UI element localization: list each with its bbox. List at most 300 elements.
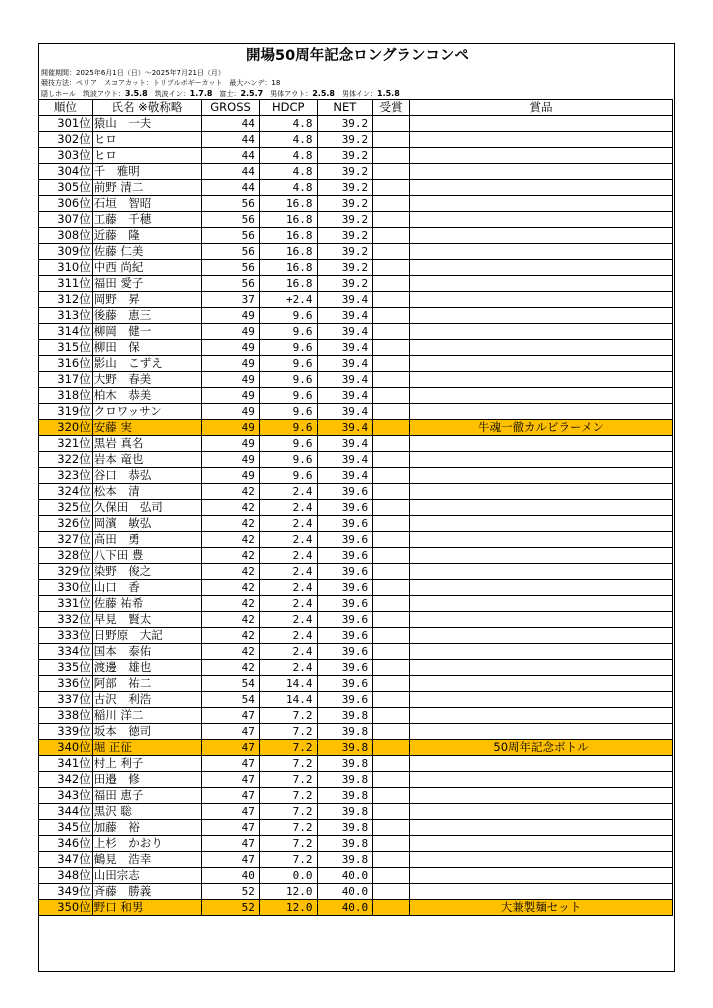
cell-rank: 333位: [39, 628, 93, 644]
cell-name: 田邉 修: [92, 772, 201, 788]
cell-net: 39.6: [317, 628, 373, 644]
col-header-name: 氏名 ※敬称略: [92, 100, 201, 116]
cell-hdcp: 7.2: [259, 852, 317, 868]
cell-name: 近藤 隆: [92, 228, 201, 244]
cell-gross: 47: [202, 724, 260, 740]
table-row: [39, 612, 673, 628]
cell-gross: 56: [202, 276, 260, 292]
cell-award: [373, 708, 410, 724]
cell-name: 佐藤 仁美: [92, 244, 201, 260]
table-row: [39, 372, 673, 388]
table-row: [39, 740, 673, 756]
cell-prize: [409, 500, 672, 516]
cell-prize: [409, 324, 672, 340]
cell-prize: [409, 660, 672, 676]
cell-rank: 302位: [39, 132, 93, 148]
cell-prize: [409, 644, 672, 660]
cell-award: [373, 404, 410, 420]
cell-prize: [409, 852, 672, 868]
cell-net: 39.8: [317, 708, 373, 724]
table-row: [39, 804, 673, 820]
cell-net: 39.4: [317, 468, 373, 484]
cell-hdcp: 2.4: [259, 500, 317, 516]
cell-gross: 42: [202, 484, 260, 500]
cell-name: 野口 和男: [92, 900, 201, 916]
cell-name: ヒロ: [92, 132, 201, 148]
cell-name: 猿山 一夫: [92, 116, 201, 132]
cell-prize: [409, 148, 672, 164]
cell-net: 39.6: [317, 484, 373, 500]
cell-name: 国本 泰佑: [92, 644, 201, 660]
table-row: [39, 644, 673, 660]
table-row: [39, 388, 673, 404]
cell-gross: 49: [202, 388, 260, 404]
table-header-row: [39, 100, 673, 116]
cell-gross: 44: [202, 148, 260, 164]
cell-gross: 42: [202, 500, 260, 516]
cell-hdcp: 4.8: [259, 132, 317, 148]
cell-prize: [409, 708, 672, 724]
cell-name: 早見 賢太: [92, 612, 201, 628]
cell-prize: [409, 404, 672, 420]
cell-gross: 47: [202, 852, 260, 868]
cell-net: 39.8: [317, 724, 373, 740]
cell-prize: [409, 212, 672, 228]
cell-gross: 49: [202, 308, 260, 324]
cell-hdcp: 16.8: [259, 244, 317, 260]
cell-name: 鶴見 浩幸: [92, 852, 201, 868]
cell-name: 前野 清二: [92, 180, 201, 196]
cell-net: 39.6: [317, 692, 373, 708]
cell-rank: 323位: [39, 468, 93, 484]
cell-net: 40.0: [317, 900, 373, 916]
cell-net: 39.6: [317, 500, 373, 516]
table-row: [39, 564, 673, 580]
cell-net: 39.6: [317, 596, 373, 612]
table-row: [39, 148, 673, 164]
cell-award: [373, 628, 410, 644]
cell-hdcp: 9.6: [259, 372, 317, 388]
cell-name: 日野原 大記: [92, 628, 201, 644]
cell-prize: [409, 756, 672, 772]
cell-gross: 42: [202, 580, 260, 596]
cell-rank: 307位: [39, 212, 93, 228]
cell-net: 39.8: [317, 756, 373, 772]
cell-name: 後藤 恵三: [92, 308, 201, 324]
cell-hdcp: 0.0: [259, 868, 317, 884]
cell-gross: 42: [202, 564, 260, 580]
cell-rank: 343位: [39, 788, 93, 804]
cell-name: 黒岩 真名: [92, 436, 201, 452]
cell-rank: 331位: [39, 596, 93, 612]
cell-name: 高田 勇: [92, 532, 201, 548]
cell-gross: 40: [202, 868, 260, 884]
cell-net: 39.4: [317, 292, 373, 308]
cell-name: 坂本 徳司: [92, 724, 201, 740]
cell-rank: 309位: [39, 244, 93, 260]
table-row: [39, 548, 673, 564]
cell-name: 佐藤 祐希: [92, 596, 201, 612]
cell-net: 39.8: [317, 788, 373, 804]
cell-award: [373, 740, 410, 756]
col-header-hdcp: HDCP: [259, 100, 317, 116]
cell-rank: 313位: [39, 308, 93, 324]
cell-prize: [409, 244, 672, 260]
cell-gross: 47: [202, 820, 260, 836]
cell-prize: 牛魂一徹カルビラーメン: [409, 420, 672, 436]
cell-prize: [409, 676, 672, 692]
cell-award: [373, 420, 410, 436]
table-row: [39, 436, 673, 452]
cell-award: [373, 900, 410, 916]
hidden-holes-label: 隠しホール 筑波アウト：: [41, 90, 125, 98]
cell-hdcp: 2.4: [259, 660, 317, 676]
cell-name: 堀 正征: [92, 740, 201, 756]
table-row: [39, 260, 673, 276]
cell-name: 八下田 豊: [92, 548, 201, 564]
table-row: [39, 452, 673, 468]
cell-gross: 49: [202, 340, 260, 356]
cell-hdcp: 12.0: [259, 900, 317, 916]
cell-rank: 340位: [39, 740, 93, 756]
cell-award: [373, 292, 410, 308]
cell-net: 39.2: [317, 132, 373, 148]
cell-hdcp: 7.2: [259, 772, 317, 788]
cell-gross: 56: [202, 244, 260, 260]
cell-net: 39.6: [317, 612, 373, 628]
cell-gross: 42: [202, 628, 260, 644]
cell-prize: [409, 820, 672, 836]
cell-hdcp: 16.8: [259, 196, 317, 212]
cell-net: 40.0: [317, 868, 373, 884]
cell-award: [373, 756, 410, 772]
cell-net: 39.6: [317, 644, 373, 660]
cell-name: 阿部 祐二: [92, 676, 201, 692]
cell-rank: 350位: [39, 900, 93, 916]
cell-name: クロワッサン: [92, 404, 201, 420]
cell-award: [373, 868, 410, 884]
cell-award: [373, 372, 410, 388]
cell-rank: 321位: [39, 436, 93, 452]
cell-gross: 49: [202, 356, 260, 372]
cell-name: 柏木 恭美: [92, 388, 201, 404]
cell-prize: [409, 804, 672, 820]
cell-rank: 303位: [39, 148, 93, 164]
cell-name: 工藤 千穂: [92, 212, 201, 228]
cell-award: [373, 308, 410, 324]
cell-net: 39.6: [317, 580, 373, 596]
cell-award: [373, 500, 410, 516]
cell-prize: [409, 180, 672, 196]
cell-award: [373, 852, 410, 868]
cell-hdcp: 7.2: [259, 708, 317, 724]
cell-award: [373, 820, 410, 836]
table-row: [39, 660, 673, 676]
cell-award: [373, 884, 410, 900]
cell-award: [373, 340, 410, 356]
cell-name: 岡野 昇: [92, 292, 201, 308]
cell-gross: 42: [202, 596, 260, 612]
cell-rank: 314位: [39, 324, 93, 340]
cell-name: 稲川 洋二: [92, 708, 201, 724]
cell-prize: [409, 564, 672, 580]
cell-prize: [409, 596, 672, 612]
cell-award: [373, 532, 410, 548]
cell-net: 40.0: [317, 884, 373, 900]
cell-net: 39.4: [317, 420, 373, 436]
cell-rank: 335位: [39, 660, 93, 676]
cell-name: 中西 尚紀: [92, 260, 201, 276]
cell-rank: 334位: [39, 644, 93, 660]
table-row: [39, 356, 673, 372]
cell-rank: 305位: [39, 180, 93, 196]
cell-rank: 339位: [39, 724, 93, 740]
cell-rank: 341位: [39, 756, 93, 772]
cell-name: 村上 利子: [92, 756, 201, 772]
cell-prize: [409, 132, 672, 148]
cell-hdcp: 2.4: [259, 484, 317, 500]
cell-hdcp: 2.4: [259, 644, 317, 660]
cell-hdcp: 16.8: [259, 228, 317, 244]
cell-award: [373, 484, 410, 500]
table-row: [39, 500, 673, 516]
cell-net: 39.6: [317, 532, 373, 548]
cell-name: 久保田 弘司: [92, 500, 201, 516]
cell-rank: 312位: [39, 292, 93, 308]
cell-prize: [409, 436, 672, 452]
cell-award: [373, 116, 410, 132]
table-row: [39, 420, 673, 436]
cell-prize: [409, 340, 672, 356]
cell-hdcp: 14.4: [259, 692, 317, 708]
cell-rank: 324位: [39, 484, 93, 500]
cell-net: 39.2: [317, 180, 373, 196]
cell-rank: 317位: [39, 372, 93, 388]
cell-prize: [409, 468, 672, 484]
cell-net: 39.2: [317, 148, 373, 164]
cell-rank: 306位: [39, 196, 93, 212]
cell-net: 39.4: [317, 356, 373, 372]
fuji-label: 富士：: [212, 90, 241, 98]
cell-prize: [409, 884, 672, 900]
cell-award: [373, 180, 410, 196]
cell-rank: 349位: [39, 884, 93, 900]
cell-gross: 44: [202, 116, 260, 132]
cell-name: ヒロ: [92, 148, 201, 164]
cell-gross: 54: [202, 676, 260, 692]
cell-net: 39.4: [317, 404, 373, 420]
cell-hdcp: 9.6: [259, 340, 317, 356]
tsukuba-out-holes: 3.5.8: [124, 89, 148, 98]
cell-prize: [409, 372, 672, 388]
table-row: [39, 468, 673, 484]
table-row: [39, 484, 673, 500]
table-row: [39, 228, 673, 244]
cell-hdcp: 12.0: [259, 884, 317, 900]
cell-hdcp: 4.8: [259, 148, 317, 164]
cell-name: 加藤 裕: [92, 820, 201, 836]
cell-award: [373, 596, 410, 612]
cell-hdcp: 9.6: [259, 308, 317, 324]
cell-hdcp: 9.6: [259, 452, 317, 468]
cell-award: [373, 468, 410, 484]
cell-prize: [409, 788, 672, 804]
cell-award: [373, 196, 410, 212]
cell-name: 渡邊 雄也: [92, 660, 201, 676]
cell-rank: 336位: [39, 676, 93, 692]
cell-hdcp: 4.8: [259, 164, 317, 180]
cell-gross: 49: [202, 436, 260, 452]
cell-gross: 44: [202, 180, 260, 196]
table-row: [39, 340, 673, 356]
table-row: [39, 788, 673, 804]
table-row: [39, 164, 673, 180]
cell-hdcp: 16.8: [259, 260, 317, 276]
cell-gross: 47: [202, 836, 260, 852]
cell-rank: 326位: [39, 516, 93, 532]
cell-rank: 337位: [39, 692, 93, 708]
cell-hdcp: 7.2: [259, 740, 317, 756]
table-row: [39, 532, 673, 548]
cell-award: [373, 516, 410, 532]
cell-award: [373, 676, 410, 692]
cell-hdcp: 16.8: [259, 212, 317, 228]
cell-hdcp: 9.6: [259, 404, 317, 420]
cell-name: 斉藤 勝義: [92, 884, 201, 900]
cell-name: 柳岡 健一: [92, 324, 201, 340]
cell-net: 39.2: [317, 212, 373, 228]
cell-net: 39.2: [317, 244, 373, 260]
cell-net: 39.6: [317, 564, 373, 580]
cell-name: 柳田 保: [92, 340, 201, 356]
cell-gross: 47: [202, 708, 260, 724]
cell-hdcp: 9.6: [259, 420, 317, 436]
cell-hdcp: 7.2: [259, 836, 317, 852]
cell-award: [373, 804, 410, 820]
cell-prize: [409, 580, 672, 596]
cell-name: 岩本 竜也: [92, 452, 201, 468]
cell-prize: [409, 724, 672, 740]
cell-prize: [409, 484, 672, 500]
cell-gross: 56: [202, 260, 260, 276]
cell-award: [373, 452, 410, 468]
cell-net: 39.4: [317, 388, 373, 404]
cell-gross: 49: [202, 372, 260, 388]
cell-rank: 319位: [39, 404, 93, 420]
cell-hdcp: 2.4: [259, 532, 317, 548]
table-row: [39, 708, 673, 724]
cell-rank: 318位: [39, 388, 93, 404]
cell-hdcp: 9.6: [259, 356, 317, 372]
cell-rank: 342位: [39, 772, 93, 788]
cell-award: [373, 148, 410, 164]
otoko-out-holes: 2.5.8: [312, 89, 335, 98]
cell-net: 39.8: [317, 820, 373, 836]
cell-net: 39.4: [317, 372, 373, 388]
cell-gross: 37: [202, 292, 260, 308]
cell-prize: [409, 116, 672, 132]
cell-name: 古沢 利浩: [92, 692, 201, 708]
cell-net: 39.2: [317, 116, 373, 132]
table-row: [39, 676, 673, 692]
cell-name: 山口 香: [92, 580, 201, 596]
cell-award: [373, 260, 410, 276]
cell-prize: [409, 452, 672, 468]
cell-net: 39.2: [317, 164, 373, 180]
cell-prize: [409, 836, 672, 852]
table-row: [39, 820, 673, 836]
cell-gross: 47: [202, 788, 260, 804]
cell-name: 山田宗志: [92, 868, 201, 884]
cell-gross: 42: [202, 532, 260, 548]
cell-award: [373, 724, 410, 740]
cell-rank: 332位: [39, 612, 93, 628]
cell-name: 石垣 智昭: [92, 196, 201, 212]
cell-gross: 54: [202, 692, 260, 708]
cell-prize: [409, 196, 672, 212]
cell-hdcp: 7.2: [259, 756, 317, 772]
cell-prize: [409, 356, 672, 372]
cell-net: 39.6: [317, 516, 373, 532]
tsukuba-in-holes: 1.7.8: [189, 89, 213, 98]
cell-hdcp: 2.4: [259, 596, 317, 612]
cell-rank: 328位: [39, 548, 93, 564]
cell-award: [373, 388, 410, 404]
cell-award: [373, 436, 410, 452]
table-row: [39, 132, 673, 148]
cell-name: 染野 俊之: [92, 564, 201, 580]
cell-net: 39.2: [317, 260, 373, 276]
cell-rank: 338位: [39, 708, 93, 724]
table-row: [39, 692, 673, 708]
cell-prize: 50周年記念ボトル: [409, 740, 672, 756]
table-row: [39, 900, 673, 916]
cell-gross: 44: [202, 132, 260, 148]
cell-name: 上杉 かおり: [92, 836, 201, 852]
table-row: [39, 884, 673, 900]
cell-gross: 49: [202, 452, 260, 468]
cell-award: [373, 164, 410, 180]
cell-hdcp: 9.6: [259, 388, 317, 404]
cell-gross: 47: [202, 756, 260, 772]
cell-gross: 49: [202, 468, 260, 484]
hidden-holes: [41, 89, 400, 99]
cell-name: 影山 こずえ: [92, 356, 201, 372]
cell-gross: 42: [202, 660, 260, 676]
cell-award: [373, 244, 410, 260]
cell-prize: [409, 388, 672, 404]
cell-name: 福田 愛子: [92, 276, 201, 292]
cell-gross: 56: [202, 228, 260, 244]
col-header-rank: 順位: [39, 100, 93, 116]
cell-net: 39.4: [317, 436, 373, 452]
cell-rank: 320位: [39, 420, 93, 436]
cell-hdcp: 2.4: [259, 516, 317, 532]
competition-rules: 競技方法：ペリア スコアカット：トリプルボギーカット 最大ハンデ：18: [41, 79, 281, 87]
cell-award: [373, 692, 410, 708]
cell-award: [373, 644, 410, 660]
cell-rank: 310位: [39, 260, 93, 276]
cell-gross: 44: [202, 164, 260, 180]
cell-hdcp: 7.2: [259, 820, 317, 836]
cell-name: 千 雅明: [92, 164, 201, 180]
cell-net: 39.8: [317, 836, 373, 852]
cell-gross: 56: [202, 196, 260, 212]
table-row: [39, 212, 673, 228]
cell-gross: 56: [202, 212, 260, 228]
table-row: [39, 324, 673, 340]
otoko-out-label: 男体アウト：: [263, 90, 313, 98]
